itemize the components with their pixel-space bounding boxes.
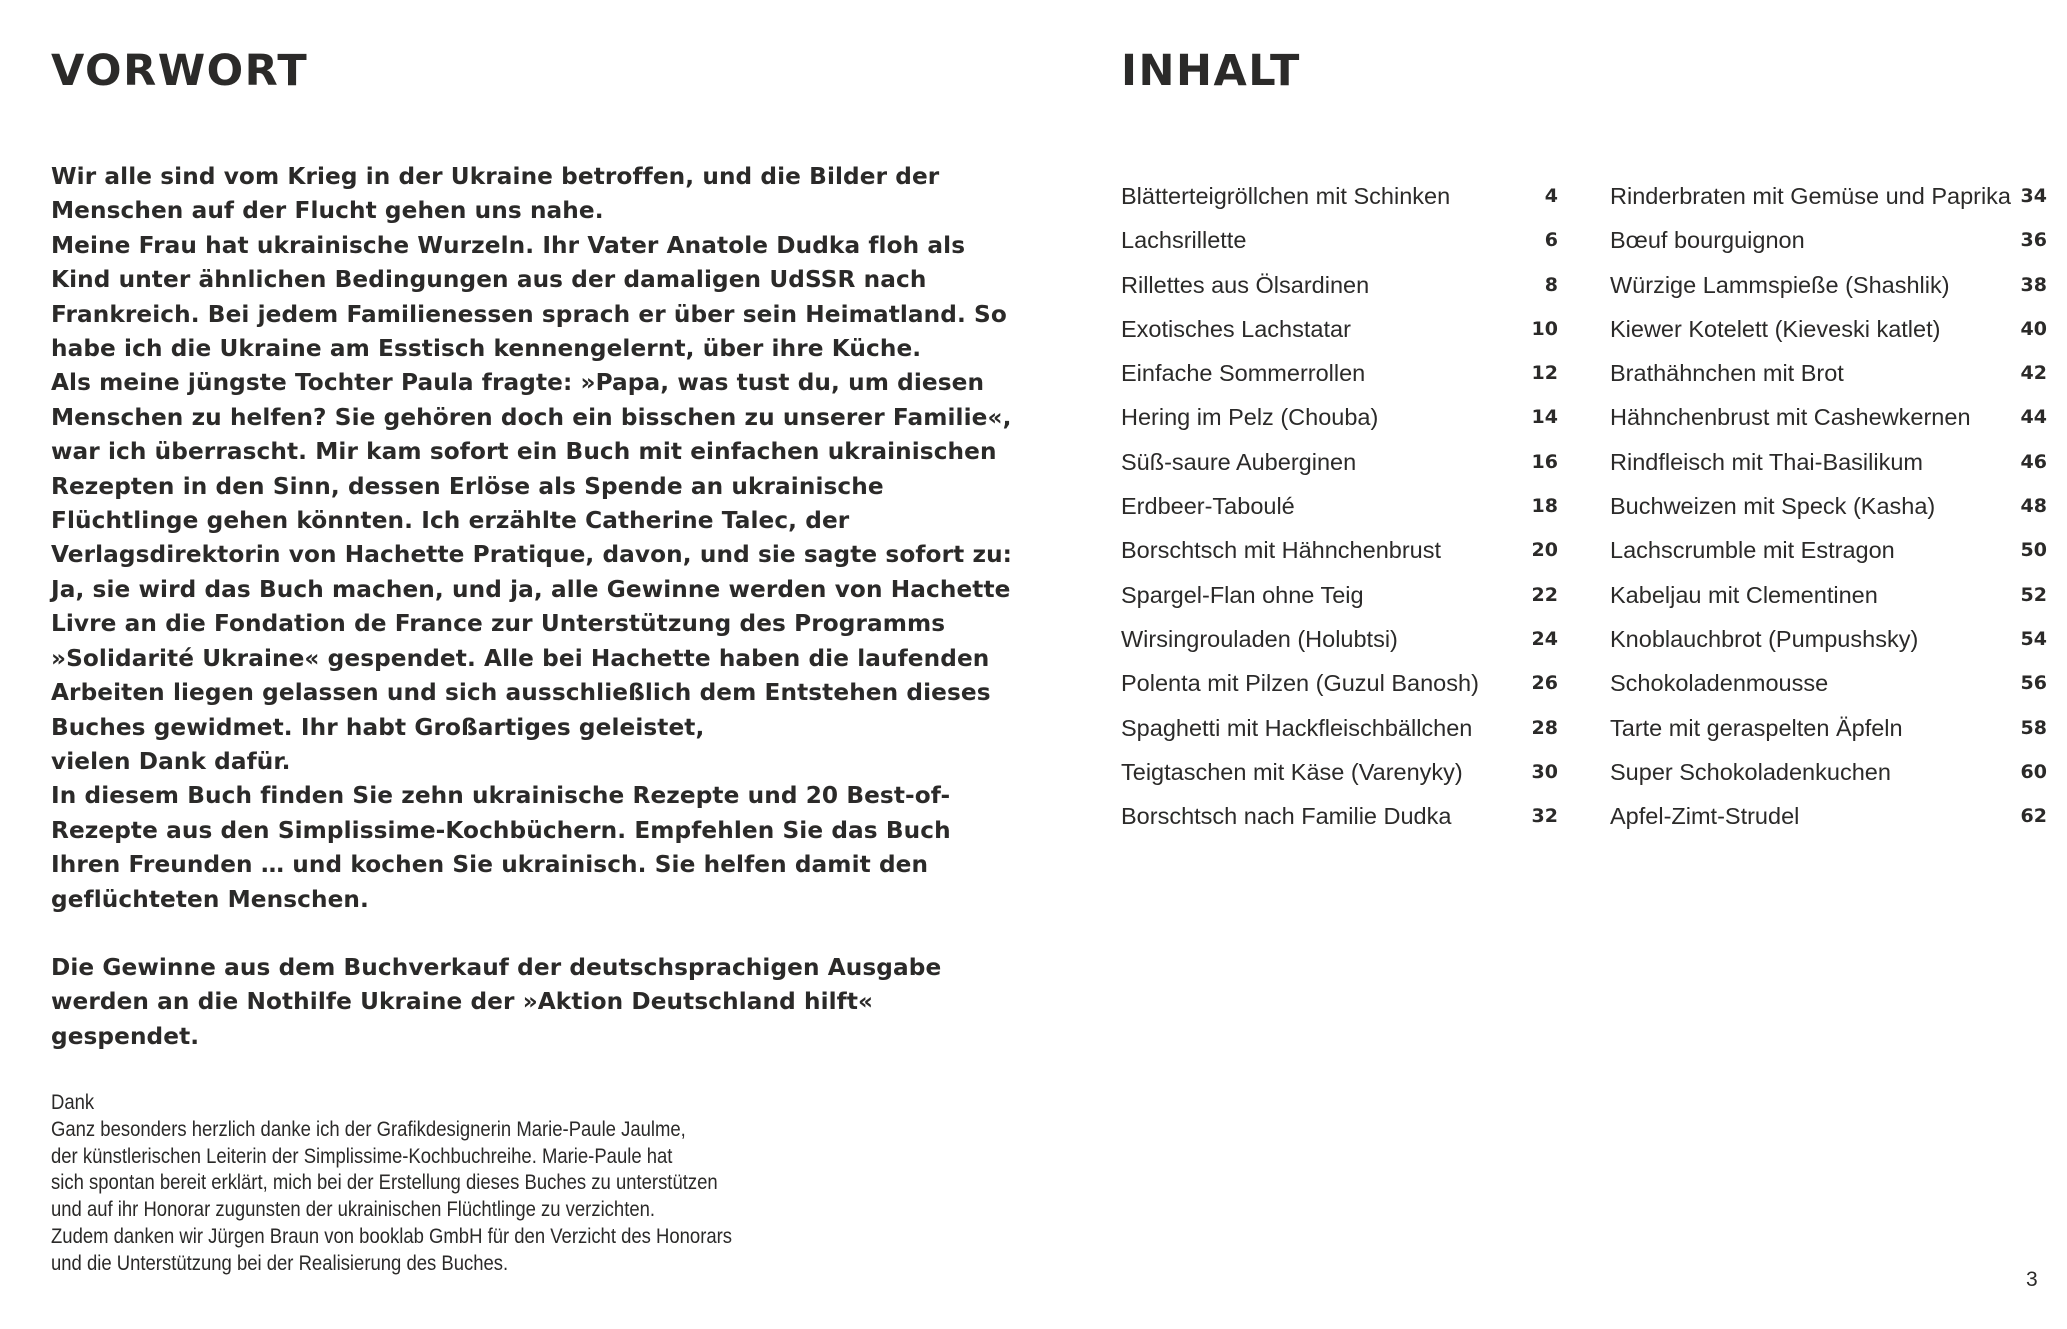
toc-entry [1121, 222, 1558, 266]
toc-entry-title: Borschtsch mit Hähnchenbrust [1121, 537, 1442, 564]
toc-entry-title: Apfel-Zimt-Strudel [1610, 803, 1800, 830]
toc-entry [1610, 399, 2047, 443]
toc-entry [1610, 532, 2047, 576]
toc-entry-page: 56 [2020, 672, 2047, 695]
foreword-line: Als meine jüngste Tochter Paula fragte: »Papa, was tust du, um diesen [51, 369, 985, 397]
toc-entry [1610, 178, 2047, 222]
toc-entry-title: Blätterteigröllchen mit Schinken [1121, 183, 1451, 209]
toc-entry-title: Tarte mit geraspelten Äpfeln [1610, 714, 1903, 741]
toc-entry-title: Erdbeer-Taboulé [1121, 493, 1295, 520]
toc-entry-page: 16 [1531, 450, 1558, 473]
toc-entry-title: Exotisches Lachstatar [1121, 315, 1351, 342]
toc-entry-title: Lachsrillette [1121, 227, 1247, 254]
toc-entry-title: Einfache Sommerrollen [1121, 360, 1366, 387]
toc-entry [1121, 532, 1558, 576]
toc-entry [1121, 577, 1558, 621]
toc-entry-page: 14 [1531, 406, 1558, 429]
toc-entry [1610, 665, 2047, 709]
toc-entry-page: 38 [2020, 273, 2047, 296]
toc-entry-title: Kabeljau mit Clementinen [1610, 581, 1878, 608]
contents-heading: INHALT [1121, 46, 1301, 96]
toc-entry [1121, 488, 1558, 532]
foreword-line: Menschen zu helfen? Sie gehören doch ein bisschen zu unserer Familie«, [51, 403, 1012, 431]
foreword-line: In diesem Buch finden Sie zehn ukrainische Rezepte und 20 Best-of- [51, 782, 951, 810]
toc-entry [1121, 754, 1558, 798]
toc-entry [1610, 710, 2047, 754]
donation-line: gespendet. [51, 1022, 200, 1050]
foreword-line: Kind unter ähnlichen Bedingungen aus der damaligen UdSSR nach [51, 266, 927, 294]
toc-entry-page: 28 [1531, 716, 1558, 739]
toc-entry-title: Kiewer Kotelett (Kieveski katlet) [1610, 315, 1941, 342]
foreword-line: Wir alle sind vom Krieg in der Ukraine betroffen, und die Bilder der [51, 163, 940, 190]
toc-entry-title: Rillettes aus Ölsardinen [1121, 271, 1370, 298]
foreword-line: habe ich die Ukraine am Esstisch kennengelernt, über ihre Küche. [51, 335, 922, 363]
foreword-line: Rezepte aus den Simplissime-Kochbüchern. Empfehlen Sie das Buch [51, 816, 951, 844]
toc-entry-page: 60 [2020, 760, 2047, 783]
toc-entry-page: 8 [1544, 273, 1558, 296]
foreword-line: Buches gewidmet. Ihr habt Großartiges geleistet, [51, 713, 705, 741]
toc-entry-title: Bœuf bourguignon [1610, 227, 1805, 254]
toc-entry-page: 40 [2020, 317, 2047, 340]
toc-entry-title: Süß-saure Auberginen [1121, 448, 1357, 475]
foreword-text [51, 160, 1013, 1054]
toc-entry-title: Polenta mit Pilzen (Guzul Banosh) [1121, 670, 1479, 697]
toc-entry [1121, 444, 1558, 488]
toc-entry-title: Schokoladenmousse [1610, 670, 1829, 697]
donation-note [51, 951, 951, 1054]
thanks-line: Zudem danken wir Jürgen Braun von booklab GmbH für den Verzicht des Honorars [51, 1224, 733, 1248]
thanks-line: und die Unterstützung bei der Realisierung des Buches. [51, 1251, 509, 1275]
donation-line: werden an die Nothilfe Ukraine der »Aktion Deutschland hilft« [51, 988, 874, 1016]
toc-entry-page: 26 [1531, 672, 1558, 695]
foreword-line: Ja, sie wird das Buch machen, und ja, alle Gewinne werden von Hachette [51, 575, 1011, 603]
toc-entry-title: Lachscrumble mit Estragon [1610, 537, 1895, 564]
toc-entry-title: Rindfleisch mit Thai-Basilikum [1610, 448, 1923, 475]
thanks-line: sich spontan bereit erklärt, mich bei der Erstellung dieses Buches zu unterstützen [51, 1171, 718, 1195]
toc-entry [1610, 798, 2047, 842]
toc-entry [1121, 178, 1558, 222]
toc-entry-title: Würzige Lammspieße (Shashlik) [1610, 271, 1950, 298]
thanks-line: Ganz besonders herzlich danke ich der Grafikdesignerin Marie-Paule Jaulme, [51, 1117, 686, 1141]
toc-entry-page: 62 [2020, 805, 2047, 828]
foreword-heading: VORWORT [51, 46, 309, 96]
foreword-line: geflüchteten Menschen. [51, 885, 369, 913]
foreword-line: Meine Frau hat ukrainische Wurzeln. Ihr Vater Anatole Dudka floh als [51, 231, 966, 259]
toc-entry-page: 34 [2020, 185, 2047, 207]
toc-entry [1121, 399, 1558, 443]
toc-entry [1610, 577, 2047, 621]
foreword-paragraph [51, 160, 1013, 917]
toc-entry-title: Knoblauchbrot (Pumpushsky) [1610, 625, 1919, 652]
toc-entry-page: 4 [1544, 185, 1558, 207]
toc-entry-page: 58 [2020, 716, 2047, 739]
toc-entry-page: 20 [1531, 539, 1558, 562]
foreword-line: Arbeiten liegen gelassen und sich ausschließlich dem Entstehen dieses [51, 679, 991, 707]
toc-entry [1121, 311, 1558, 355]
toc-entry-title: Spaghetti mit Hackfleischbällchen [1121, 714, 1473, 741]
acknowledgements [51, 1090, 843, 1278]
toc-entry-page: 52 [2020, 583, 2047, 606]
toc-entry [1610, 267, 2047, 311]
toc-entry-title: Super Schokoladenkuchen [1610, 758, 1891, 785]
toc-entry-page: 6 [1544, 229, 1558, 252]
toc-entry [1121, 665, 1558, 709]
toc-entry [1610, 754, 2047, 798]
toc-entry [1610, 222, 2047, 266]
toc-column-2 [1610, 178, 2047, 842]
toc-entry [1121, 710, 1558, 754]
toc-entry [1610, 311, 2047, 355]
toc-entry-page: 10 [1531, 317, 1558, 340]
thanks-line: und auf ihr Honorar zugunsten der ukrainischen Flüchtlinge zu verzichten. [51, 1198, 656, 1222]
foreword-line: Rezepten in den Sinn, dessen Erlöse als Spende an ukrainische [51, 472, 884, 500]
toc-entry [1610, 621, 2047, 665]
toc-entry-page: 32 [1531, 805, 1558, 828]
foreword-line: Flüchtlinge gehen könnten. Ich erzählte Catherine Talec, der [51, 507, 850, 535]
toc-entry [1121, 798, 1558, 842]
foreword-line: Frankreich. Bei jedem Familienessen sprach er über sein Heimatland. So [51, 300, 1007, 328]
toc-entry-title: Spargel-Flan ohne Teig [1121, 581, 1364, 608]
toc-entry-page: 54 [2020, 627, 2047, 650]
toc-entry-page: 44 [2020, 406, 2047, 429]
toc-entry-title: Hähnchenbrust mit Cashewkernen [1610, 404, 1971, 431]
toc-entry-title: Hering im Pelz (Chouba) [1121, 404, 1379, 431]
toc-entry [1610, 488, 2047, 532]
toc-entry-page: 48 [2020, 495, 2047, 518]
foreword-line: »Solidarité Ukraine« gespendet. Alle bei Hachette haben die laufenden [51, 644, 990, 672]
paragraph-gap [51, 917, 951, 951]
toc-entry [1610, 444, 2047, 488]
toc-entry-page: 36 [2020, 229, 2047, 252]
foreword-line: vielen Dank dafür. [51, 747, 291, 775]
toc-entry-title: Wirsingrouladen (Holubtsi) [1121, 625, 1398, 652]
toc-entry-page: 30 [1531, 760, 1558, 783]
toc-column-1 [1121, 178, 1558, 842]
thanks-line: Dank [51, 1091, 95, 1114]
toc-entry-page: 24 [1531, 627, 1558, 650]
toc-entry-title: Brathähnchen mit Brot [1610, 360, 1844, 387]
toc-entry [1121, 267, 1558, 311]
toc-entry-page: 46 [2020, 450, 2047, 473]
thanks-line: der künstlerischen Leiterin der Simplissime-Kochbuchreihe. Marie-Paule hat [51, 1144, 673, 1168]
toc-entry-page: 42 [2020, 362, 2047, 385]
foreword-line: war ich überrascht. Mir kam sofort ein Buch mit einfachen ukrainischen [51, 438, 997, 466]
toc-entry-page: 50 [2020, 539, 2047, 562]
donation-line: Die Gewinne aus dem Buchverkauf der deutschsprachigen Ausgabe [51, 953, 942, 981]
toc-entry [1121, 355, 1558, 399]
toc-entry-title: Borschtsch nach Familie Dudka [1121, 803, 1452, 830]
toc-entry-title: Buchweizen mit Speck (Kasha) [1610, 493, 1936, 520]
foreword-line: Ihren Freunden … und kochen Sie ukrainisch. Sie helfen damit den [51, 851, 929, 879]
foreword-line: Livre an die Fondation de France zur Unterstützung des Programms [51, 610, 946, 638]
toc-entry [1121, 621, 1558, 665]
foreword-line: Verlagsdirektorin von Hachette Pratique, davon, und sie sagte sofort zu: [51, 541, 1013, 569]
toc-entry-page: 12 [1531, 362, 1558, 385]
page-number: 3 [2026, 1268, 2038, 1291]
toc-entry-title: Rinderbraten mit Gemüse und Paprika [1610, 183, 2012, 209]
toc-entry-page: 18 [1531, 495, 1558, 518]
toc-entry-page: 22 [1531, 583, 1558, 606]
toc-entry-title: Teigtaschen mit Käse (Varenyky) [1121, 758, 1463, 785]
toc-entry [1610, 355, 2047, 399]
foreword-line: Menschen auf der Flucht gehen uns nahe. [51, 197, 604, 225]
